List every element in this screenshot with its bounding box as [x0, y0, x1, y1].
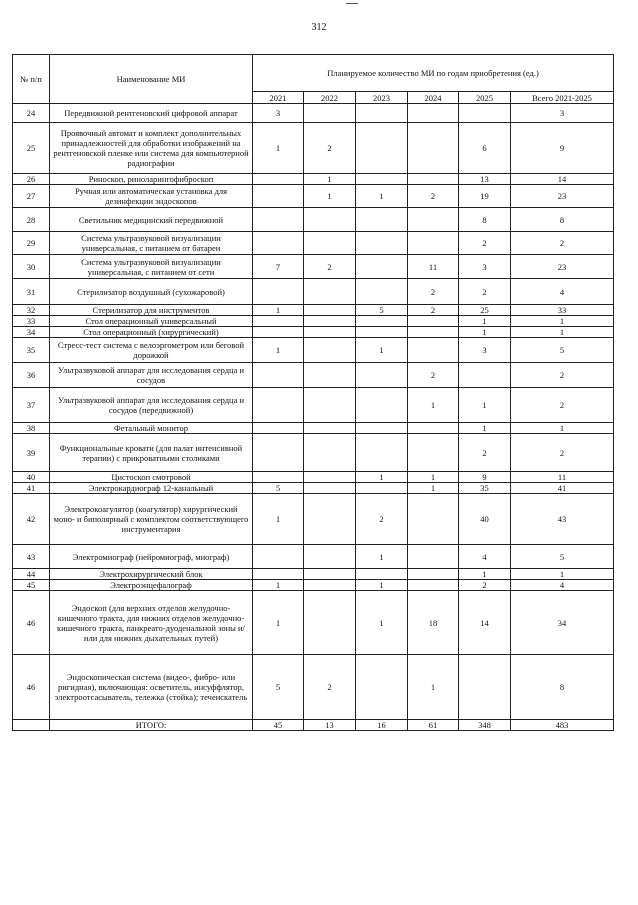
header-num: № п/п	[13, 55, 50, 104]
row-2022	[304, 580, 356, 591]
total-all: 483	[511, 720, 614, 731]
row-2023	[356, 123, 408, 174]
row-total: 23	[511, 255, 614, 279]
row-2023	[356, 363, 408, 388]
row-2022	[304, 316, 356, 327]
row-2021	[253, 279, 304, 305]
row-2021	[253, 232, 304, 255]
row-name: Ультразвуковой аппарат для исследования сердца и сосудов (передвижной)	[50, 388, 253, 423]
row-2023	[356, 104, 408, 123]
row-2023: 1	[356, 472, 408, 483]
row-2023	[356, 255, 408, 279]
row-2022: 1	[304, 174, 356, 185]
row-2025: 13	[459, 174, 511, 185]
row-2025: 2	[459, 279, 511, 305]
row-total: 2	[511, 434, 614, 472]
row-2023	[356, 434, 408, 472]
row-name: Ручная или автоматическая установка для дезинфекции эндоскопов	[50, 185, 253, 208]
row-2022	[304, 305, 356, 316]
top-mark	[346, 3, 358, 4]
row-2023: 1	[356, 591, 408, 655]
header-year-2024: 2024	[408, 92, 459, 104]
row-name: Фетальный монитор	[50, 423, 253, 434]
row-2025: 2	[459, 580, 511, 591]
row-2022	[304, 279, 356, 305]
row-2022: 1	[304, 185, 356, 208]
row-2025: 2	[459, 434, 511, 472]
row-2024: 2	[408, 363, 459, 388]
header-year-2021: 2021	[253, 92, 304, 104]
row-2025: 35	[459, 483, 511, 494]
row-2021	[253, 569, 304, 580]
row-2021: 5	[253, 655, 304, 720]
table-row	[13, 255, 614, 279]
row-2022	[304, 569, 356, 580]
row-2023: 1	[356, 185, 408, 208]
table-row	[13, 580, 614, 591]
row-name: Система ультразвуковой визуализации универсальная, с питанием от сети	[50, 255, 253, 279]
row-total: 4	[511, 580, 614, 591]
row-total: 8	[511, 208, 614, 232]
table-row	[13, 208, 614, 232]
row-2024	[408, 327, 459, 338]
header-planned: Планируемое количество МИ по годам приобретения (ед.)	[253, 55, 614, 92]
table-row	[13, 434, 614, 472]
row-num: 31	[13, 279, 50, 305]
row-2022	[304, 363, 356, 388]
row-total: 2	[511, 388, 614, 423]
row-2024: 2	[408, 305, 459, 316]
table-row	[13, 483, 614, 494]
row-2025: 14	[459, 591, 511, 655]
row-2025: 19	[459, 185, 511, 208]
row-2021	[253, 472, 304, 483]
row-total: 1	[511, 327, 614, 338]
row-num: 25	[13, 123, 50, 174]
row-2023	[356, 388, 408, 423]
row-2024: 2	[408, 279, 459, 305]
row-name: Ультразвуковой аппарат для исследования сердца и сосудов	[50, 363, 253, 388]
row-2025: 1	[459, 569, 511, 580]
row-total: 8	[511, 655, 614, 720]
row-name: Стерилизатор воздушный (сухожаровой)	[50, 279, 253, 305]
row-2022	[304, 338, 356, 363]
row-num: 41	[13, 483, 50, 494]
row-2024	[408, 569, 459, 580]
row-name: Передвижной рентгеновский цифровой аппарат	[50, 104, 253, 123]
row-2022	[304, 327, 356, 338]
row-2025: 3	[459, 338, 511, 363]
row-2024	[408, 338, 459, 363]
row-2023	[356, 569, 408, 580]
row-2024	[408, 123, 459, 174]
row-2023	[356, 655, 408, 720]
row-2024: 1	[408, 388, 459, 423]
header-name: Наименование МИ	[50, 55, 253, 104]
row-2024: 1	[408, 655, 459, 720]
row-2022	[304, 232, 356, 255]
row-name: Цистоскоп смотровой	[50, 472, 253, 483]
row-2025	[459, 104, 511, 123]
row-num: 35	[13, 338, 50, 363]
equipment-table	[12, 54, 614, 731]
total-2023: 16	[356, 720, 408, 731]
row-2025: 1	[459, 423, 511, 434]
table-row	[13, 472, 614, 483]
row-num: 33	[13, 316, 50, 327]
row-2023	[356, 174, 408, 185]
row-num: 34	[13, 327, 50, 338]
row-2021	[253, 434, 304, 472]
row-2025: 3	[459, 255, 511, 279]
row-2022	[304, 591, 356, 655]
row-2024	[408, 545, 459, 569]
row-2022	[304, 472, 356, 483]
row-num: 38	[13, 423, 50, 434]
table-row	[13, 655, 614, 720]
row-2023	[356, 316, 408, 327]
row-name: Проявочный автомат и комплект дополнительных принадлежностей для обработки изображений на рентгеновской пленке или система для компьютерной радиографии	[50, 123, 253, 174]
row-2021	[253, 423, 304, 434]
row-2024	[408, 494, 459, 545]
table-row	[13, 305, 614, 316]
table-row	[13, 545, 614, 569]
row-2022: 2	[304, 655, 356, 720]
total-label: ИТОГО:	[50, 720, 253, 731]
row-2024	[408, 174, 459, 185]
row-total: 1	[511, 569, 614, 580]
total-2022: 13	[304, 720, 356, 731]
row-2024	[408, 232, 459, 255]
row-num: 28	[13, 208, 50, 232]
row-num: 39	[13, 434, 50, 472]
table-row	[13, 388, 614, 423]
row-2023	[356, 232, 408, 255]
row-2023	[356, 423, 408, 434]
table-row	[13, 123, 614, 174]
row-2025: 8	[459, 208, 511, 232]
row-num: 27	[13, 185, 50, 208]
row-num: 46	[13, 591, 50, 655]
row-2021	[253, 545, 304, 569]
row-2024: 1	[408, 483, 459, 494]
row-total: 2	[511, 363, 614, 388]
row-2023	[356, 483, 408, 494]
row-2022	[304, 423, 356, 434]
row-2022	[304, 434, 356, 472]
row-num: 44	[13, 569, 50, 580]
row-2021	[253, 208, 304, 232]
row-2022	[304, 483, 356, 494]
table-row	[13, 363, 614, 388]
row-2021: 1	[253, 580, 304, 591]
row-2022	[304, 104, 356, 123]
total-num-cell	[13, 720, 50, 731]
row-total: 9	[511, 123, 614, 174]
row-2024	[408, 208, 459, 232]
row-name: Стол операционный универсальный	[50, 316, 253, 327]
row-2022	[304, 545, 356, 569]
row-2023: 1	[356, 580, 408, 591]
total-2025: 348	[459, 720, 511, 731]
table-row	[13, 591, 614, 655]
row-2025	[459, 363, 511, 388]
row-num: 26	[13, 174, 50, 185]
row-total: 5	[511, 545, 614, 569]
row-2021: 1	[253, 494, 304, 545]
row-2023: 1	[356, 338, 408, 363]
row-2024	[408, 434, 459, 472]
row-name: Стол операционный (хирургический)	[50, 327, 253, 338]
row-name: Электрохирургический блок	[50, 569, 253, 580]
row-2025: 40	[459, 494, 511, 545]
row-total: 2	[511, 232, 614, 255]
row-2025: 1	[459, 327, 511, 338]
row-2021	[253, 174, 304, 185]
row-2024	[408, 423, 459, 434]
page-number: 312	[311, 22, 327, 33]
row-name: Стресс-тест система с велоэргометром или беговой дорожкой	[50, 338, 253, 363]
row-2021	[253, 388, 304, 423]
total-row	[13, 720, 614, 731]
row-2024	[408, 316, 459, 327]
total-2021: 45	[253, 720, 304, 731]
row-total: 11	[511, 472, 614, 483]
row-num: 37	[13, 388, 50, 423]
row-2021: 1	[253, 123, 304, 174]
row-2021: 7	[253, 255, 304, 279]
header-year-2025: 2025	[459, 92, 511, 104]
row-2024: 18	[408, 591, 459, 655]
row-total: 33	[511, 305, 614, 316]
row-num: 42	[13, 494, 50, 545]
row-total: 5	[511, 338, 614, 363]
table-row	[13, 569, 614, 580]
row-total: 43	[511, 494, 614, 545]
row-2024	[408, 104, 459, 123]
row-2021: 1	[253, 305, 304, 316]
table-row	[13, 104, 614, 123]
row-2025: 4	[459, 545, 511, 569]
row-num: 40	[13, 472, 50, 483]
row-2022	[304, 388, 356, 423]
table-row	[13, 316, 614, 327]
row-name: Электромиограф (нейромиограф, миограф)	[50, 545, 253, 569]
row-num: 24	[13, 104, 50, 123]
row-2021: 1	[253, 338, 304, 363]
table-row	[13, 423, 614, 434]
header-year-2023: 2023	[356, 92, 408, 104]
row-2025: 6	[459, 123, 511, 174]
row-num: 43	[13, 545, 50, 569]
row-2022	[304, 494, 356, 545]
row-2024: 2	[408, 185, 459, 208]
row-2023	[356, 208, 408, 232]
row-2024: 1	[408, 472, 459, 483]
row-total: 4	[511, 279, 614, 305]
row-2023	[356, 279, 408, 305]
row-2022: 2	[304, 255, 356, 279]
row-num: 36	[13, 363, 50, 388]
row-num: 46	[13, 655, 50, 720]
table-row	[13, 279, 614, 305]
row-num: 32	[13, 305, 50, 316]
row-2021	[253, 327, 304, 338]
row-name: Эндоскопическая система (видео-, фибро- или ригидная), включающая: осветитель, инсуффлятор, электроотсасыватель, тележка (стойка); течеискатель	[50, 655, 253, 720]
row-2023: 1	[356, 545, 408, 569]
row-2021	[253, 316, 304, 327]
row-name: Система ультразвуковой визуализации универсальная, с питанием от батареи	[50, 232, 253, 255]
row-name: Эндоскоп (для верхних отделов желудочно-кишечного тракта, для нижних отделов желудочно-кишечного тракта, панкреато-дуоденальной зоны и/или для нижних дыхательных путей)	[50, 591, 253, 655]
row-2022: 2	[304, 123, 356, 174]
row-name: Риноскоп, риноларингофиброскоп	[50, 174, 253, 185]
table-row	[13, 338, 614, 363]
row-2025: 2	[459, 232, 511, 255]
row-name: Светильник медицинский передвижной	[50, 208, 253, 232]
table-row	[13, 174, 614, 185]
row-num: 45	[13, 580, 50, 591]
header-total: Всего 2021-2025	[511, 92, 614, 104]
table-row	[13, 232, 614, 255]
row-num: 29	[13, 232, 50, 255]
row-name: Стерилизатор для инструментов	[50, 305, 253, 316]
row-2023: 5	[356, 305, 408, 316]
row-name: Функциональные кровати (для палат интенсивной терапии) с прикроватными столиками	[50, 434, 253, 472]
row-2021	[253, 363, 304, 388]
row-2021: 5	[253, 483, 304, 494]
row-total: 1	[511, 423, 614, 434]
row-2021: 3	[253, 104, 304, 123]
table-row	[13, 327, 614, 338]
row-total: 3	[511, 104, 614, 123]
row-total: 41	[511, 483, 614, 494]
row-2021	[253, 185, 304, 208]
table-row	[13, 494, 614, 545]
row-2023	[356, 327, 408, 338]
row-total: 23	[511, 185, 614, 208]
row-2025: 9	[459, 472, 511, 483]
row-2024	[408, 580, 459, 591]
row-2025: 1	[459, 388, 511, 423]
row-num: 30	[13, 255, 50, 279]
header-year-2022: 2022	[304, 92, 356, 104]
total-2024: 61	[408, 720, 459, 731]
row-2025: 25	[459, 305, 511, 316]
row-2025	[459, 655, 511, 720]
row-total: 1	[511, 316, 614, 327]
row-total: 34	[511, 591, 614, 655]
table-body	[13, 104, 614, 720]
row-2022	[304, 208, 356, 232]
row-name: Электрокоагулятор (коагулятор) хирургический моно- и биполярный с комплектом соответствующего инструментария	[50, 494, 253, 545]
row-2023: 2	[356, 494, 408, 545]
row-2025: 1	[459, 316, 511, 327]
row-name: Электроэнцефалограф	[50, 580, 253, 591]
row-name: Электрокардиограф 12-канальный	[50, 483, 253, 494]
row-total: 14	[511, 174, 614, 185]
row-2021: 1	[253, 591, 304, 655]
row-2024: 11	[408, 255, 459, 279]
table-row	[13, 185, 614, 208]
